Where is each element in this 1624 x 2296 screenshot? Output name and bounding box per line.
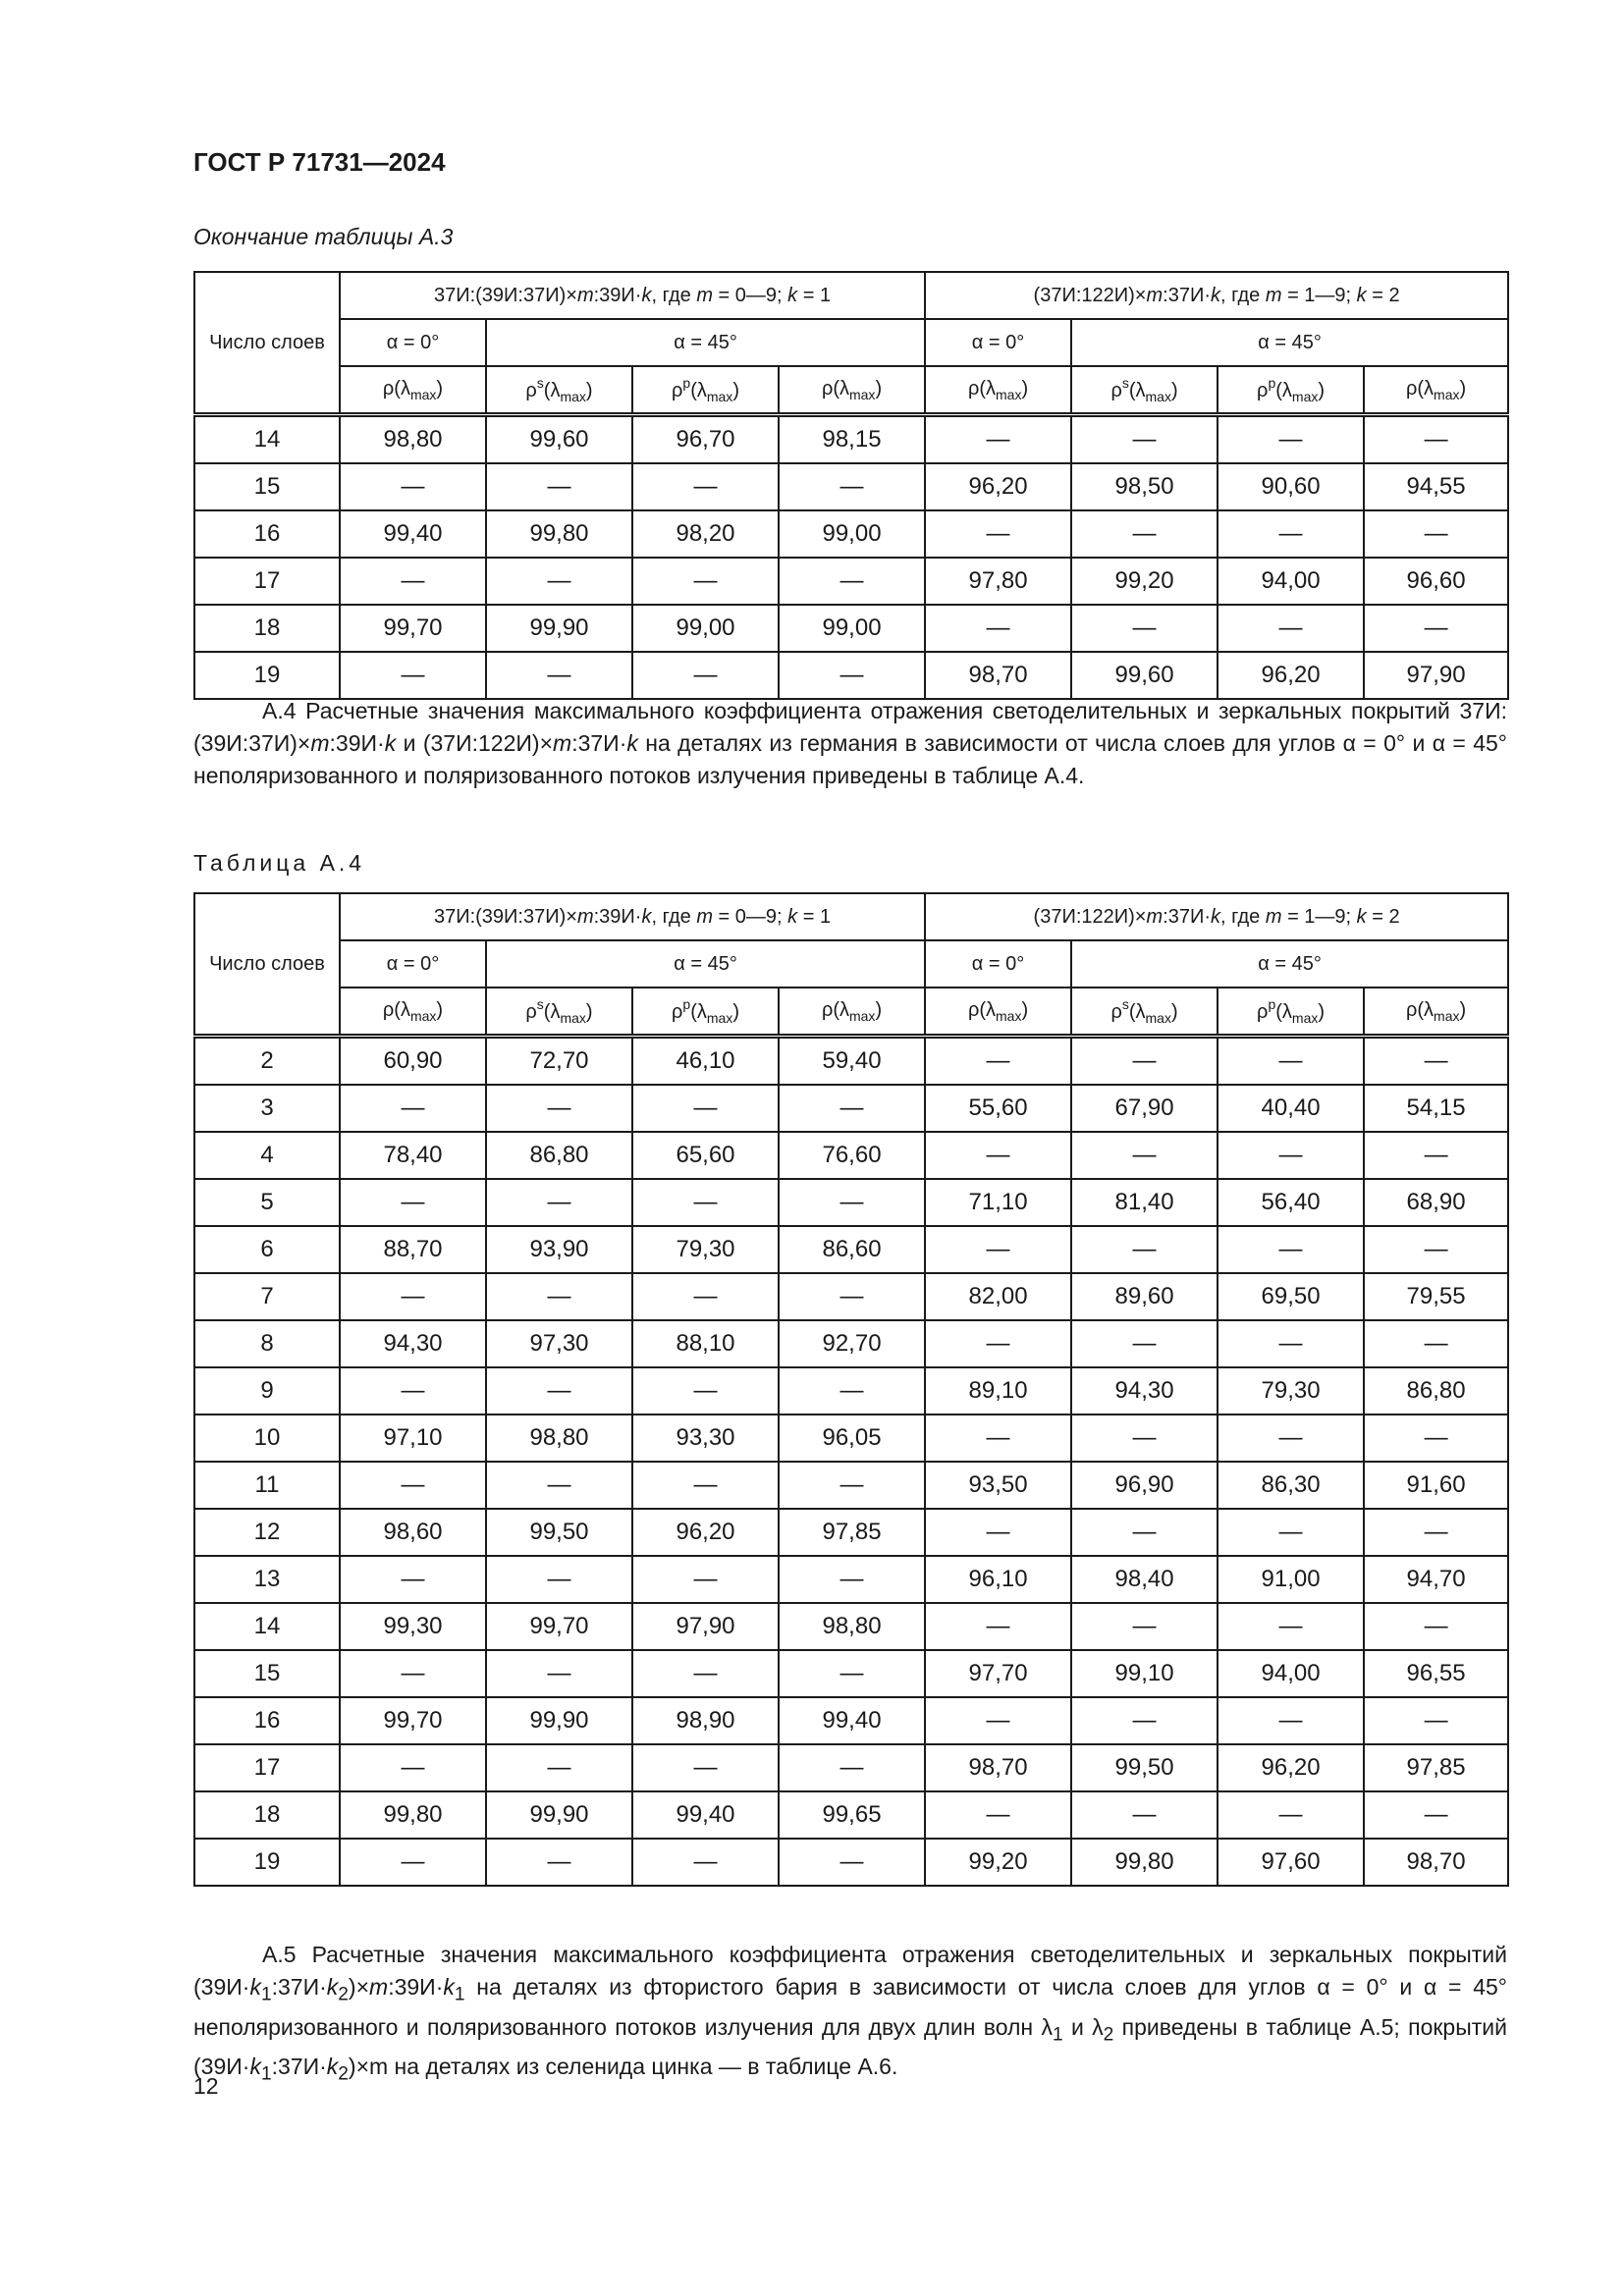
value-cell: 98,60: [340, 1509, 486, 1556]
angle-0-header: α = 0°: [925, 319, 1071, 366]
value-cell: 89,60: [1071, 1273, 1218, 1320]
value-cell: —: [632, 652, 779, 699]
value-cell: 98,50: [1071, 463, 1218, 510]
layer-count-cell: 19: [194, 1839, 340, 1886]
layer-count-cell: 6: [194, 1226, 340, 1273]
layer-count-cell: 3: [194, 1085, 340, 1132]
value-cell: —: [779, 652, 925, 699]
value-cell: —: [925, 1791, 1071, 1839]
value-cell: 86,30: [1218, 1462, 1364, 1509]
value-cell: 99,30: [340, 1603, 486, 1650]
value-cell: 98,80: [779, 1603, 925, 1650]
value-cell: —: [779, 558, 925, 605]
col-rho: $\rho(\lambda_{max})$: [925, 366, 1071, 415]
table-row: [194, 1650, 1508, 1697]
value-cell: 99,80: [486, 510, 632, 558]
col-rho-s: $\rho^s(\lambda_{max})$: [1071, 366, 1218, 415]
value-cell: 97,85: [1364, 1744, 1508, 1791]
value-cell: 94,00: [1218, 1650, 1364, 1697]
col-rho-p: $\rho^p(\lambda_{max})$: [1218, 988, 1364, 1037]
value-cell: 99,60: [1071, 652, 1218, 699]
value-cell: —: [1364, 1509, 1508, 1556]
value-cell: —: [486, 1367, 632, 1415]
col-rho-p: $\rho^p(\lambda_{max})$: [1218, 366, 1364, 415]
value-cell: —: [340, 1179, 486, 1226]
value-cell: —: [925, 1037, 1071, 1086]
layer-count-cell: 2: [194, 1037, 340, 1086]
value-cell: 99,90: [486, 1791, 632, 1839]
value-cell: —: [486, 1839, 632, 1886]
value-cell: 65,60: [632, 1132, 779, 1179]
value-cell: —: [486, 1556, 632, 1603]
value-cell: 94,00: [1218, 558, 1364, 605]
value-cell: 40,40: [1218, 1085, 1364, 1132]
col-rho-p: $\rho^p(\lambda_{max})$: [632, 988, 779, 1037]
col-rho-s: $\rho^s(\lambda_{max})$: [486, 988, 632, 1037]
value-cell: —: [779, 1744, 925, 1791]
angle-45-header: α = 45°: [1071, 319, 1508, 366]
value-cell: —: [1218, 605, 1364, 652]
value-cell: —: [340, 1650, 486, 1697]
value-cell: —: [925, 1320, 1071, 1367]
layer-count-cell: 14: [194, 1603, 340, 1650]
value-cell: 96,10: [925, 1556, 1071, 1603]
table-row: [194, 558, 1508, 605]
layer-count-cell: 7: [194, 1273, 340, 1320]
value-cell: —: [486, 652, 632, 699]
value-cell: 79,30: [1218, 1367, 1364, 1415]
value-cell: —: [1071, 1320, 1218, 1367]
value-cell: —: [486, 558, 632, 605]
layer-count-cell: 8: [194, 1320, 340, 1367]
value-cell: 99,20: [925, 1839, 1071, 1886]
value-cell: 88,70: [340, 1226, 486, 1273]
value-cell: —: [340, 1839, 486, 1886]
group-header-2: (37И:122И)×m:37И·k, где m = 1—9; k = 2: [925, 272, 1508, 319]
table-a3-end: [193, 271, 1509, 700]
value-cell: 79,55: [1364, 1273, 1508, 1320]
value-cell: —: [340, 1367, 486, 1415]
value-cell: —: [340, 463, 486, 510]
value-cell: —: [1364, 1415, 1508, 1462]
value-cell: —: [632, 1839, 779, 1886]
value-cell: —: [1071, 1509, 1218, 1556]
layer-count-cell: 16: [194, 510, 340, 558]
value-cell: —: [1071, 605, 1218, 652]
value-cell: —: [1218, 1791, 1364, 1839]
value-cell: 93,30: [632, 1415, 779, 1462]
value-cell: 99,10: [1071, 1650, 1218, 1697]
value-cell: 81,40: [1071, 1179, 1218, 1226]
value-cell: —: [632, 1179, 779, 1226]
table-row: [194, 415, 1508, 464]
value-cell: 94,55: [1364, 463, 1508, 510]
table-a4: [193, 892, 1509, 1887]
value-cell: —: [1364, 510, 1508, 558]
value-cell: —: [1218, 415, 1364, 464]
value-cell: 99,40: [632, 1791, 779, 1839]
value-cell: 67,90: [1071, 1085, 1218, 1132]
value-cell: 99,00: [632, 605, 779, 652]
document-title: ГОСТ Р 71731—2024: [193, 147, 446, 177]
value-cell: —: [925, 1509, 1071, 1556]
value-cell: 59,40: [779, 1037, 925, 1086]
value-cell: —: [486, 463, 632, 510]
value-cell: —: [632, 1556, 779, 1603]
value-cell: 54,15: [1364, 1085, 1508, 1132]
value-cell: —: [1364, 1132, 1508, 1179]
value-cell: —: [779, 1179, 925, 1226]
group-header-2: (37И:122И)×m:37И·k, где m = 1—9; k = 2: [925, 893, 1508, 940]
value-cell: 68,90: [1364, 1179, 1508, 1226]
value-cell: —: [1218, 1509, 1364, 1556]
value-cell: 96,20: [632, 1509, 779, 1556]
value-cell: —: [1071, 510, 1218, 558]
value-cell: 97,90: [1364, 652, 1508, 699]
value-cell: —: [1364, 1037, 1508, 1086]
layer-count-cell: 13: [194, 1556, 340, 1603]
value-cell: —: [340, 652, 486, 699]
value-cell: 98,70: [1364, 1839, 1508, 1886]
value-cell: —: [779, 1556, 925, 1603]
layer-count-cell: 18: [194, 605, 340, 652]
col-rho: $\rho(\lambda_{max})$: [340, 988, 486, 1037]
value-cell: —: [925, 1226, 1071, 1273]
value-cell: 96,05: [779, 1415, 925, 1462]
value-cell: 97,90: [632, 1603, 779, 1650]
value-cell: 94,30: [1071, 1367, 1218, 1415]
page-number: 12: [193, 2073, 219, 2099]
value-cell: —: [486, 1179, 632, 1226]
value-cell: 91,60: [1364, 1462, 1508, 1509]
value-cell: —: [1364, 1320, 1508, 1367]
table-row: [194, 1697, 1508, 1744]
value-cell: 99,70: [340, 605, 486, 652]
value-cell: —: [1364, 1697, 1508, 1744]
value-cell: 99,80: [1071, 1839, 1218, 1886]
layer-count-cell: 10: [194, 1415, 340, 1462]
value-cell: 96,70: [632, 415, 779, 464]
layer-count-cell: 9: [194, 1367, 340, 1415]
value-cell: 99,40: [779, 1697, 925, 1744]
layer-count-cell: 19: [194, 652, 340, 699]
value-cell: —: [1364, 1791, 1508, 1839]
value-cell: 99,90: [486, 605, 632, 652]
value-cell: —: [1071, 1603, 1218, 1650]
angle-0-header: α = 0°: [340, 940, 486, 988]
table-row: [194, 1037, 1508, 1086]
layer-count-cell: 5: [194, 1179, 340, 1226]
col-rho-s: $\rho^s(\lambda_{max})$: [486, 366, 632, 415]
value-cell: 86,60: [779, 1226, 925, 1273]
value-cell: —: [1218, 1697, 1364, 1744]
group-header-1: 37И:(39И:37И)×m:39И·k, где m = 0—9; k = 1: [340, 893, 925, 940]
col-rho: $\rho(\lambda_{max})$: [925, 988, 1071, 1037]
paragraph-a4: А.4 Расчетные значения максимального коэффициента отражения светоделительных и зеркальных покрытий 37И:(39И:37И)×m:39И·k и (37И:122И)×m:37И·k на деталях из германия в зависимости от числа слоев для углов α = 0° и α = 45° неполяризованного и поляризованного потоков излучения приведены в таблице А.4.: [193, 698, 1507, 788]
value-cell: —: [925, 1603, 1071, 1650]
value-cell: 98,20: [632, 510, 779, 558]
table-row: [194, 1791, 1508, 1839]
table-row: [194, 1415, 1508, 1462]
value-cell: 97,85: [779, 1509, 925, 1556]
layer-count-cell: 15: [194, 1650, 340, 1697]
value-cell: 99,00: [779, 510, 925, 558]
value-cell: 99,80: [340, 1791, 486, 1839]
value-cell: —: [1218, 1037, 1364, 1086]
value-cell: 92,70: [779, 1320, 925, 1367]
col-rho: $\rho(\lambda_{max})$: [1364, 366, 1508, 415]
value-cell: —: [486, 1462, 632, 1509]
value-cell: —: [632, 1650, 779, 1697]
value-cell: 72,70: [486, 1037, 632, 1086]
value-cell: 99,50: [1071, 1744, 1218, 1791]
value-cell: —: [1218, 1603, 1364, 1650]
layers-column-header: Число слоев: [194, 893, 340, 1037]
value-cell: 82,00: [925, 1273, 1071, 1320]
value-cell: 98,70: [925, 1744, 1071, 1791]
value-cell: —: [1218, 1320, 1364, 1367]
value-cell: 79,30: [632, 1226, 779, 1273]
value-cell: 98,80: [486, 1415, 632, 1462]
angle-45-header: α = 45°: [486, 319, 925, 366]
col-rho: $\rho(\lambda_{max})$: [340, 366, 486, 415]
value-cell: 46,10: [632, 1037, 779, 1086]
value-cell: —: [925, 1132, 1071, 1179]
layer-count-cell: 17: [194, 1744, 340, 1791]
angle-0-header: α = 0°: [925, 940, 1071, 988]
value-cell: —: [779, 463, 925, 510]
table-row: [194, 1509, 1508, 1556]
value-cell: —: [1364, 415, 1508, 464]
table-row: [194, 1744, 1508, 1791]
value-cell: 97,60: [1218, 1839, 1364, 1886]
value-cell: 98,80: [340, 415, 486, 464]
value-cell: 97,10: [340, 1415, 486, 1462]
value-cell: —: [340, 1744, 486, 1791]
value-cell: —: [779, 1650, 925, 1697]
layer-count-cell: 18: [194, 1791, 340, 1839]
value-cell: 96,55: [1364, 1650, 1508, 1697]
table-row: [194, 1226, 1508, 1273]
value-cell: 98,15: [779, 415, 925, 464]
table-row: [194, 1320, 1508, 1367]
table-row: [194, 510, 1508, 558]
layer-count-cell: 17: [194, 558, 340, 605]
layer-count-cell: 14: [194, 415, 340, 464]
value-cell: 69,50: [1218, 1273, 1364, 1320]
col-rho: $\rho(\lambda_{max})$: [779, 988, 925, 1037]
value-cell: 93,90: [486, 1226, 632, 1273]
table-row: [194, 1179, 1508, 1226]
value-cell: 97,70: [925, 1650, 1071, 1697]
value-cell: 88,10: [632, 1320, 779, 1367]
table-row: [194, 1839, 1508, 1886]
value-cell: —: [632, 558, 779, 605]
value-cell: —: [340, 1556, 486, 1603]
value-cell: 97,30: [486, 1320, 632, 1367]
value-cell: —: [486, 1650, 632, 1697]
value-cell: —: [486, 1085, 632, 1132]
value-cell: 96,60: [1364, 558, 1508, 605]
table-row: [194, 1085, 1508, 1132]
value-cell: —: [779, 1273, 925, 1320]
value-cell: 99,50: [486, 1509, 632, 1556]
value-cell: 94,30: [340, 1320, 486, 1367]
angle-45-header: α = 45°: [1071, 940, 1508, 988]
angle-0-header: α = 0°: [340, 319, 486, 366]
value-cell: —: [1218, 1226, 1364, 1273]
value-cell: 93,50: [925, 1462, 1071, 1509]
value-cell: 96,20: [1218, 1744, 1364, 1791]
value-cell: 96,20: [925, 463, 1071, 510]
table-row: [194, 1273, 1508, 1320]
paragraph-a5: А.5 Расчетные значения максимального коэффициента отражения светоделительных и зеркальных покрытий $(39И\cdot k_1:37И\cdot k_2)\times m:39И\cdot k_1$ на деталях из фтористого бария в зависимости от числа слоев для углов α = 0° и α = 45° неполяризованного и поляризованного потоков излучения для двух длин волн $\lambda_1$ и $\lambda_2$ приведены в таблице А.5; покрытий $(39И\cdot k_1:37И\cdot k_2)\times m$ на деталях из селенида цинка — в таблице А.6.: [193, 1942, 1507, 2085]
col-rho-p: $\rho^p(\lambda_{max})$: [632, 366, 779, 415]
layer-count-cell: 11: [194, 1462, 340, 1509]
layer-count-cell: 12: [194, 1509, 340, 1556]
value-cell: 60,90: [340, 1037, 486, 1086]
table-row: [194, 1462, 1508, 1509]
value-cell: —: [340, 1462, 486, 1509]
value-cell: —: [632, 1744, 779, 1791]
layers-column-header: Число слоев: [194, 272, 340, 415]
value-cell: 99,60: [486, 415, 632, 464]
value-cell: 78,40: [340, 1132, 486, 1179]
value-cell: —: [632, 1367, 779, 1415]
value-cell: 98,90: [632, 1697, 779, 1744]
value-cell: —: [1071, 1697, 1218, 1744]
value-cell: —: [632, 463, 779, 510]
value-cell: 91,00: [1218, 1556, 1364, 1603]
value-cell: —: [486, 1273, 632, 1320]
value-cell: —: [1071, 1791, 1218, 1839]
value-cell: —: [925, 510, 1071, 558]
value-cell: —: [1071, 1226, 1218, 1273]
value-cell: —: [340, 1085, 486, 1132]
col-rho: $\rho(\lambda_{max})$: [1364, 988, 1508, 1037]
value-cell: —: [1218, 1415, 1364, 1462]
group-header-1: 37И:(39И:37И)×m:39И·k, где m = 0—9; k = 1: [340, 272, 925, 319]
table-row: [194, 1603, 1508, 1650]
value-cell: —: [1218, 510, 1364, 558]
value-cell: —: [1364, 1603, 1508, 1650]
value-cell: —: [925, 605, 1071, 652]
table-a4-caption: Таблица А.4: [193, 850, 366, 876]
value-cell: —: [779, 1367, 925, 1415]
value-cell: 86,80: [1364, 1367, 1508, 1415]
value-cell: —: [1218, 1132, 1364, 1179]
value-cell: 99,00: [779, 605, 925, 652]
value-cell: —: [779, 1085, 925, 1132]
value-cell: —: [1071, 415, 1218, 464]
table-row: [194, 652, 1508, 699]
table-row: [194, 1132, 1508, 1179]
value-cell: 98,70: [925, 652, 1071, 699]
value-cell: —: [340, 1273, 486, 1320]
table-row: [194, 605, 1508, 652]
value-cell: 98,40: [1071, 1556, 1218, 1603]
value-cell: —: [1071, 1037, 1218, 1086]
value-cell: —: [340, 558, 486, 605]
value-cell: 90,60: [1218, 463, 1364, 510]
value-cell: —: [925, 1697, 1071, 1744]
value-cell: 99,65: [779, 1791, 925, 1839]
value-cell: —: [779, 1839, 925, 1886]
value-cell: 89,10: [925, 1367, 1071, 1415]
value-cell: 96,20: [1218, 652, 1364, 699]
value-cell: —: [632, 1085, 779, 1132]
value-cell: 55,60: [925, 1085, 1071, 1132]
layer-count-cell: 16: [194, 1697, 340, 1744]
value-cell: —: [486, 1744, 632, 1791]
value-cell: —: [779, 1462, 925, 1509]
layer-count-cell: 4: [194, 1132, 340, 1179]
table-a3-caption: Окончание таблицы А.3: [193, 224, 454, 249]
value-cell: 99,40: [340, 510, 486, 558]
value-cell: 99,90: [486, 1697, 632, 1744]
value-cell: 86,80: [486, 1132, 632, 1179]
value-cell: —: [632, 1462, 779, 1509]
value-cell: —: [1071, 1415, 1218, 1462]
value-cell: 71,10: [925, 1179, 1071, 1226]
value-cell: 56,40: [1218, 1179, 1364, 1226]
table-row: [194, 1556, 1508, 1603]
value-cell: 99,20: [1071, 558, 1218, 605]
table-row: [194, 1367, 1508, 1415]
value-cell: —: [925, 415, 1071, 464]
value-cell: 97,80: [925, 558, 1071, 605]
col-rho: $\rho(\lambda_{max})$: [779, 366, 925, 415]
value-cell: 94,70: [1364, 1556, 1508, 1603]
value-cell: 99,70: [486, 1603, 632, 1650]
value-cell: —: [1364, 1226, 1508, 1273]
value-cell: 96,90: [1071, 1462, 1218, 1509]
value-cell: —: [632, 1273, 779, 1320]
col-rho-s: $\rho^s(\lambda_{max})$: [1071, 988, 1218, 1037]
value-cell: —: [1364, 605, 1508, 652]
layer-count-cell: 15: [194, 463, 340, 510]
value-cell: —: [925, 1415, 1071, 1462]
value-cell: 76,60: [779, 1132, 925, 1179]
value-cell: —: [1071, 1132, 1218, 1179]
angle-45-header: α = 45°: [486, 940, 925, 988]
table-row: [194, 463, 1508, 510]
value-cell: 99,70: [340, 1697, 486, 1744]
